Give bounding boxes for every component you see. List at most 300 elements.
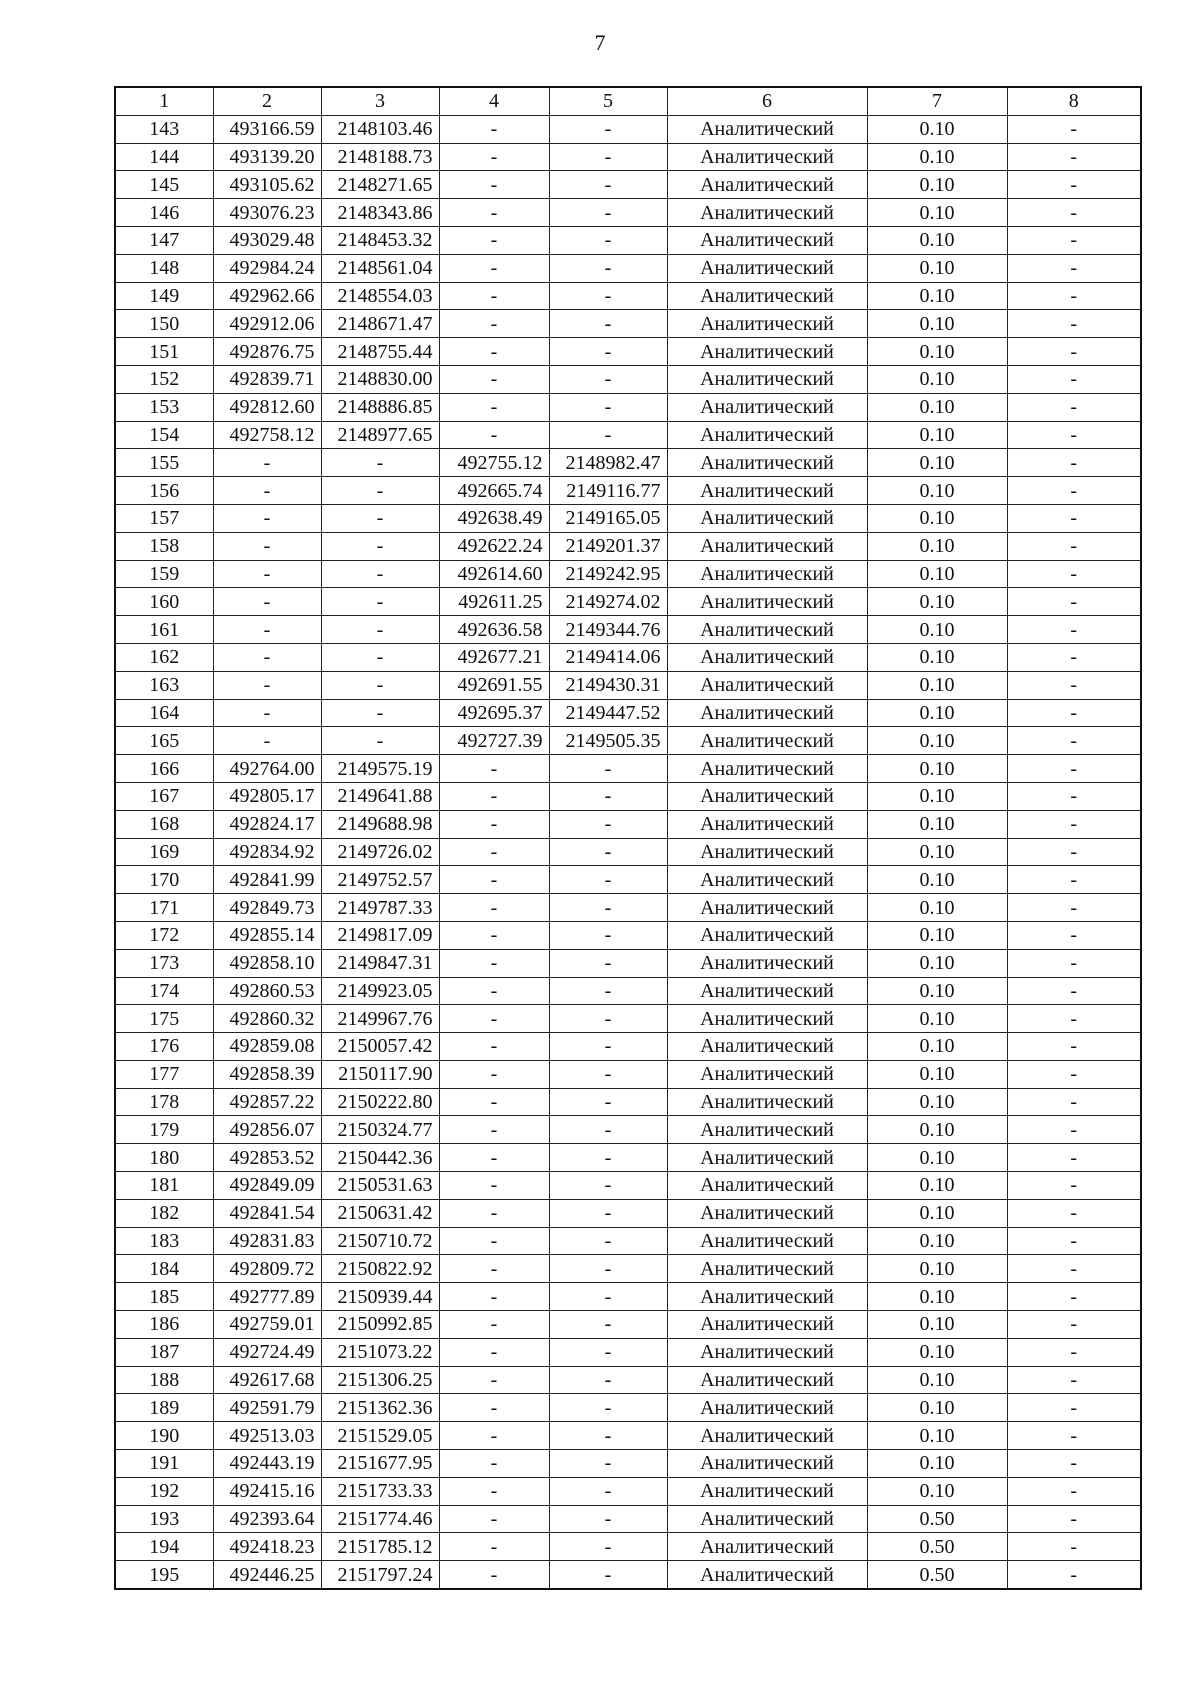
table-cell: - [1007,1394,1141,1422]
table-cell: 492443.19 [213,1450,321,1478]
table-cell: - [1007,143,1141,171]
table-row [115,504,1141,532]
table-row [115,1477,1141,1505]
table-row [115,1394,1141,1422]
table-cell: 166 [115,755,213,783]
table-cell: 2151733.33 [321,1477,439,1505]
table-cell: 0.10 [867,254,1007,282]
table-cell: - [1007,1116,1141,1144]
table-cell: - [439,1394,549,1422]
table-cell: Аналитический [667,1561,867,1589]
table-cell: 0.10 [867,782,1007,810]
table-row [115,560,1141,588]
table-cell: - [549,421,667,449]
page-number: 7 [594,30,606,55]
table-cell: 2151073.22 [321,1338,439,1366]
table-cell: - [1007,393,1141,421]
table-cell: - [1007,1005,1141,1033]
table-cell: 492665.74 [439,477,549,505]
table-cell: 2148977.65 [321,421,439,449]
table-cell: 492393.64 [213,1505,321,1533]
table-cell: - [1007,477,1141,505]
table-cell: - [1007,1283,1141,1311]
table-cell: 178 [115,1088,213,1116]
table-cell: - [549,755,667,783]
table-cell: - [1007,1561,1141,1589]
table-row [115,338,1141,366]
table-cell: 2148103.46 [321,115,439,143]
table-cell: - [439,1005,549,1033]
table-cell: 2151677.95 [321,1450,439,1478]
table-cell: 0.10 [867,338,1007,366]
table-row [115,1311,1141,1339]
table-cell: 2149165.05 [549,504,667,532]
table-cell: - [1007,1088,1141,1116]
table-cell: - [1007,282,1141,310]
table-cell: - [1007,643,1141,671]
table-row [115,477,1141,505]
table-cell: - [549,199,667,227]
table-cell: 2148188.73 [321,143,439,171]
table-cell: - [439,1561,549,1589]
table-cell: 492591.79 [213,1394,321,1422]
table-row [115,1561,1141,1589]
table-cell: - [1007,921,1141,949]
table-cell: - [1007,727,1141,755]
table-cell: - [549,1144,667,1172]
table-cell: - [439,1505,549,1533]
table-cell: 0.10 [867,1033,1007,1061]
table-cell: - [549,1311,667,1339]
table-cell: 0.10 [867,1199,1007,1227]
table-cell: 492824.17 [213,810,321,838]
table-cell: Аналитический [667,310,867,338]
table-cell: 159 [115,560,213,588]
table-cell: 155 [115,449,213,477]
table-cell: 0.10 [867,226,1007,254]
table-cell: 150 [115,310,213,338]
table-cell: Аналитический [667,1477,867,1505]
table-cell: - [549,115,667,143]
table-cell: - [549,1033,667,1061]
table-row [115,1450,1141,1478]
table-cell: Аналитический [667,1088,867,1116]
table-cell: 193 [115,1505,213,1533]
table-cell: 0.10 [867,560,1007,588]
table-cell: 492859.08 [213,1033,321,1061]
table-cell: 2150222.80 [321,1088,439,1116]
table-cell: 0.10 [867,1422,1007,1450]
table-cell: Аналитический [667,143,867,171]
table-cell: Аналитический [667,1060,867,1088]
table-cell: - [439,1088,549,1116]
table-cell: - [439,115,549,143]
table-cell: - [549,171,667,199]
table-cell: 177 [115,1060,213,1088]
table-row [115,921,1141,949]
table-cell: - [549,1005,667,1033]
table-cell: Аналитический [667,171,867,199]
table-cell: - [1007,338,1141,366]
table-row [115,866,1141,894]
table-cell: - [1007,616,1141,644]
table-cell: 0.10 [867,894,1007,922]
table-cell: - [549,1394,667,1422]
table-cell: - [549,1450,667,1478]
table-cell: - [1007,449,1141,477]
table-cell: 0.10 [867,115,1007,143]
table-row [115,1505,1141,1533]
table-cell: Аналитический [667,282,867,310]
table-cell: Аналитический [667,866,867,894]
table-row [115,1422,1141,1450]
table-cell: 492764.00 [213,755,321,783]
table-cell: 174 [115,977,213,1005]
table-cell: - [439,1533,549,1561]
table-cell: 170 [115,866,213,894]
table-cell: Аналитический [667,921,867,949]
table-cell: 0.10 [867,1366,1007,1394]
table-cell: 492858.10 [213,949,321,977]
table-cell: 2150939.44 [321,1283,439,1311]
table-cell: 492446.25 [213,1561,321,1589]
table-cell: 148 [115,254,213,282]
table-cell: Аналитический [667,643,867,671]
table-cell: - [549,393,667,421]
table-cell: 2150117.90 [321,1060,439,1088]
table-cell: - [549,1088,667,1116]
table-cell: 0.10 [867,282,1007,310]
table-cell: 2151774.46 [321,1505,439,1533]
table-cell: 492691.55 [439,671,549,699]
table-cell: - [549,1561,667,1589]
table-cell: 2150631.42 [321,1199,439,1227]
table-row [115,1283,1141,1311]
table-cell: 2149201.37 [549,532,667,560]
table-cell: - [549,310,667,338]
table-row [115,226,1141,254]
table-cell: 0.50 [867,1561,1007,1589]
table-cell: - [1007,421,1141,449]
table-cell: 2150442.36 [321,1144,439,1172]
table-cell: Аналитический [667,1450,867,1478]
table-cell: 152 [115,365,213,393]
table-cell: 492755.12 [439,449,549,477]
table-cell: 492853.52 [213,1144,321,1172]
table-cell: - [1007,310,1141,338]
table-cell: - [549,1477,667,1505]
table-cell: Аналитический [667,504,867,532]
table-cell: - [1007,894,1141,922]
table-cell: 492849.09 [213,1172,321,1200]
table-cell: 2148886.85 [321,393,439,421]
table-cell: 493166.59 [213,115,321,143]
table-cell: 2149116.77 [549,477,667,505]
table-cell: Аналитический [667,1394,867,1422]
table-cell: 0.10 [867,727,1007,755]
table-cell: 492849.73 [213,894,321,922]
table-cell: - [549,977,667,1005]
table-cell: 0.10 [867,393,1007,421]
table-cell: - [439,1366,549,1394]
table-cell: 0.10 [867,449,1007,477]
table-cell: 176 [115,1033,213,1061]
table-cell: Аналитический [667,226,867,254]
table-row [115,1533,1141,1561]
table-cell: 492695.37 [439,699,549,727]
table-cell: - [213,477,321,505]
table-cell: 0.10 [867,532,1007,560]
table-cell: 0.10 [867,977,1007,1005]
table-cell: 492912.06 [213,310,321,338]
table-cell: 492857.22 [213,1088,321,1116]
table-cell: - [549,365,667,393]
table-cell: - [1007,1172,1141,1200]
table-cell: 492759.01 [213,1311,321,1339]
table-cell: 492636.58 [439,616,549,644]
table-cell: 2151785.12 [321,1533,439,1561]
table-cell: 492841.99 [213,866,321,894]
table-cell: - [1007,838,1141,866]
table-cell: 0.10 [867,199,1007,227]
table-row [115,671,1141,699]
table-cell: - [213,699,321,727]
column-header: 6 [667,87,867,115]
table-cell: - [549,921,667,949]
table-cell: - [1007,810,1141,838]
table-cell: 185 [115,1283,213,1311]
table-cell: 2149923.05 [321,977,439,1005]
table-cell: - [439,1033,549,1061]
table-cell: - [1007,254,1141,282]
table-cell: Аналитический [667,338,867,366]
column-header: 7 [867,87,1007,115]
table-cell: Аналитический [667,1116,867,1144]
table-cell: - [1007,532,1141,560]
table-cell: 2151306.25 [321,1366,439,1394]
table-cell: 2149967.76 [321,1005,439,1033]
table-cell: Аналитический [667,699,867,727]
table-cell: 0.10 [867,1005,1007,1033]
table-cell: 187 [115,1338,213,1366]
table-cell: 492809.72 [213,1255,321,1283]
table-cell: 0.10 [867,643,1007,671]
table-cell: - [439,282,549,310]
table-cell: 0.10 [867,1255,1007,1283]
table-cell: 2150057.42 [321,1033,439,1061]
table-cell: 0.10 [867,810,1007,838]
table-cell: 146 [115,199,213,227]
table-cell: 0.10 [867,1477,1007,1505]
table-cell: Аналитический [667,1144,867,1172]
table-row [115,532,1141,560]
table-cell: - [549,254,667,282]
table-cell: 0.50 [867,1533,1007,1561]
table-row [115,949,1141,977]
table-cell: 171 [115,894,213,922]
table-cell: 2151362.36 [321,1394,439,1422]
table-cell: 2150531.63 [321,1172,439,1200]
column-header: 8 [1007,87,1141,115]
table-cell: - [1007,866,1141,894]
table-cell: 493139.20 [213,143,321,171]
table-cell: - [549,1533,667,1561]
column-header: 3 [321,87,439,115]
table-cell: - [439,782,549,810]
table-cell: 492418.23 [213,1533,321,1561]
table-cell: - [439,755,549,783]
table-cell: - [439,838,549,866]
table-cell: - [1007,1033,1141,1061]
table-cell: 173 [115,949,213,977]
table-cell: 492638.49 [439,504,549,532]
table-row [115,171,1141,199]
table-cell: Аналитический [667,421,867,449]
table-cell: Аналитический [667,254,867,282]
table-cell: - [1007,949,1141,977]
table-cell: - [1007,1227,1141,1255]
table-cell: 149 [115,282,213,310]
table-cell: - [1007,226,1141,254]
table-cell: - [1007,1533,1141,1561]
table-cell: 492617.68 [213,1366,321,1394]
table-cell: - [1007,1422,1141,1450]
table-cell: 492812.60 [213,393,321,421]
table-cell: 492805.17 [213,782,321,810]
table-cell: 2149752.57 [321,866,439,894]
table-cell: - [1007,365,1141,393]
table-cell: 2150822.92 [321,1255,439,1283]
table-cell: - [439,254,549,282]
table-cell: - [439,921,549,949]
table-cell: 492834.92 [213,838,321,866]
table-cell: 0.10 [867,1450,1007,1478]
table-cell: Аналитический [667,560,867,588]
table-cell: 0.10 [867,1311,1007,1339]
table-cell: 0.10 [867,755,1007,783]
table-cell: 184 [115,1255,213,1283]
table-cell: 0.10 [867,838,1007,866]
table-cell: - [213,616,321,644]
table-cell: Аналитический [667,199,867,227]
table-header-row [115,87,1141,115]
table-cell: 192 [115,1477,213,1505]
table-cell: - [321,504,439,532]
table-cell: 492984.24 [213,254,321,282]
table-row [115,365,1141,393]
table-cell: - [549,838,667,866]
table-cell: - [549,866,667,894]
table-cell: 492611.25 [439,588,549,616]
table-cell: 2148271.65 [321,171,439,199]
table-row [115,1172,1141,1200]
table-cell: - [1007,1060,1141,1088]
table-cell: Аналитический [667,838,867,866]
table-cell: 143 [115,115,213,143]
table-cell: 0.10 [867,616,1007,644]
table-cell: 493105.62 [213,171,321,199]
table-cell: - [1007,699,1141,727]
table-cell: - [439,894,549,922]
table-cell: - [213,727,321,755]
table-cell: 175 [115,1005,213,1033]
table-cell: 161 [115,616,213,644]
table-cell: - [439,1227,549,1255]
table-cell: 180 [115,1144,213,1172]
table-cell: - [1007,1311,1141,1339]
table-cell: - [1007,171,1141,199]
table-cell: 2149688.98 [321,810,439,838]
table-cell: Аналитический [667,1199,867,1227]
table-cell: 2149787.33 [321,894,439,922]
table-cell: - [1007,115,1141,143]
table-cell: 492860.53 [213,977,321,1005]
table-cell: 0.10 [867,504,1007,532]
table-cell: - [213,588,321,616]
table-cell: 2148982.47 [549,449,667,477]
table-cell: - [549,226,667,254]
table-row [115,1227,1141,1255]
table-cell: 0.10 [867,1116,1007,1144]
table-cell: Аналитический [667,1255,867,1283]
table-cell: 492858.39 [213,1060,321,1088]
table-cell: - [439,1283,549,1311]
table-cell: - [439,1477,549,1505]
table-cell: 492415.16 [213,1477,321,1505]
table-row [115,393,1141,421]
table-cell: - [213,560,321,588]
table-cell: - [213,449,321,477]
table-cell: 2148453.32 [321,226,439,254]
table-cell: 144 [115,143,213,171]
table-cell: 0.10 [867,921,1007,949]
table-cell: - [1007,1144,1141,1172]
table-cell: - [439,1255,549,1283]
table-cell: 0.10 [867,1060,1007,1088]
table-cell: 0.10 [867,143,1007,171]
table-cell: 2148561.04 [321,254,439,282]
table-cell: - [321,616,439,644]
table-cell: - [439,1199,549,1227]
table-cell: Аналитический [667,393,867,421]
table-cell: - [439,977,549,1005]
table-cell: - [439,1338,549,1366]
table-cell: 2148755.44 [321,338,439,366]
table-body [115,115,1141,1589]
table-cell: 2149274.02 [549,588,667,616]
table-row [115,699,1141,727]
table-cell: 179 [115,1116,213,1144]
table-cell: 195 [115,1561,213,1589]
table-cell: 163 [115,671,213,699]
table-cell: - [321,727,439,755]
table-cell: - [321,532,439,560]
table-cell: 2149641.88 [321,782,439,810]
table-cell: - [439,310,549,338]
table-cell: Аналитический [667,727,867,755]
table-cell: 183 [115,1227,213,1255]
table-cell: 2149447.52 [549,699,667,727]
table-cell: - [1007,1199,1141,1227]
table-cell: 158 [115,532,213,560]
table-row [115,1060,1141,1088]
table-row [115,1199,1141,1227]
table-cell: 492727.39 [439,727,549,755]
table-cell: 172 [115,921,213,949]
table-cell: Аналитический [667,755,867,783]
table-cell: - [439,1311,549,1339]
table-cell: 147 [115,226,213,254]
